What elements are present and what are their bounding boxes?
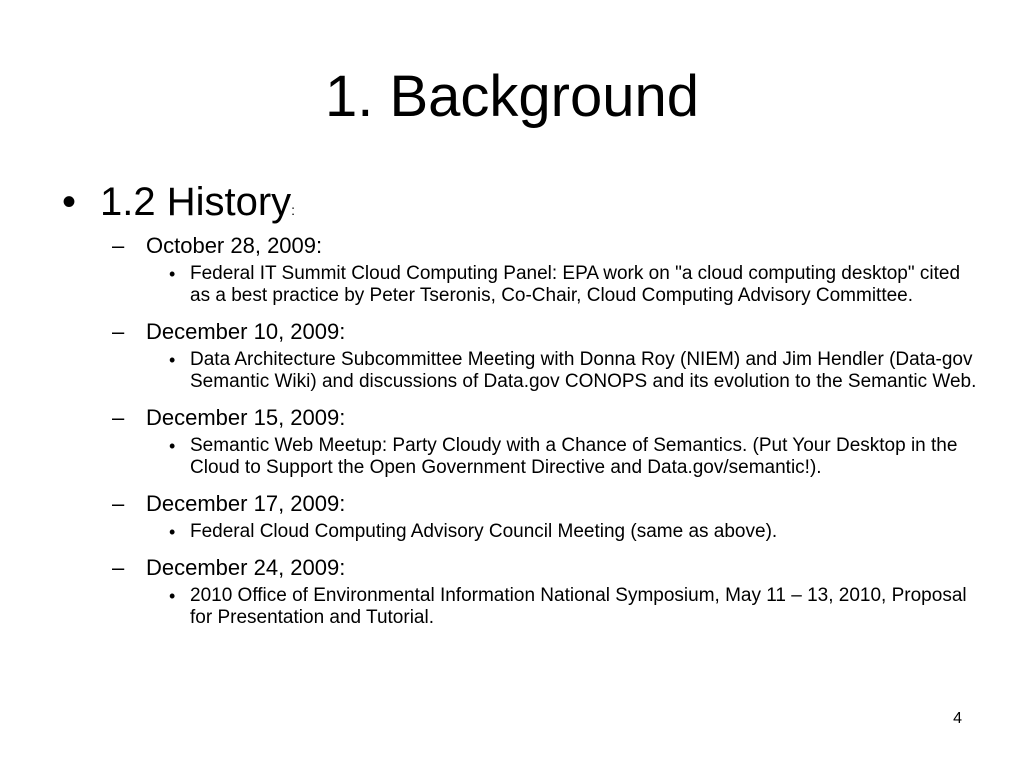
page-number: 4 bbox=[953, 710, 962, 727]
entry-detail bbox=[156, 521, 985, 549]
entry-dash: – bbox=[112, 233, 125, 258]
timeline-entry-dec-17 bbox=[112, 487, 982, 549]
entry-detail bbox=[156, 435, 985, 485]
detail-text: Federal IT Summit Cloud Computing Panel: EPA work on "a cloud computing desktop" cited as a best practice by Peter Tseronis, Co-Chair, Cloud Computing Advisory Committee. bbox=[190, 263, 961, 306]
timeline-entry-dec-15 bbox=[112, 401, 982, 485]
slide-title: 1. Background bbox=[324, 64, 700, 129]
detail-bullet: • bbox=[169, 522, 176, 542]
entry-dash: – bbox=[112, 491, 125, 516]
detail-bullet: • bbox=[169, 350, 176, 370]
entry-dash: – bbox=[112, 405, 125, 430]
timeline-entry-dec-24 bbox=[112, 551, 982, 635]
history-bullet: • bbox=[62, 180, 77, 224]
entry-date: December 15, 2009: bbox=[146, 405, 346, 430]
detail-text: Federal Cloud Computing Advisory Council Meeting (same as above). bbox=[190, 521, 778, 542]
timeline-entry-dec-10 bbox=[112, 315, 982, 399]
entry-date: December 10, 2009: bbox=[146, 319, 346, 344]
history-colon: : bbox=[291, 202, 296, 218]
entry-detail bbox=[156, 349, 985, 399]
detail-text: Semantic Web Meetup: Party Cloudy with a Chance of Semantics. (Put Your Desktop in the Cloud to Support the Open Government Directive and Data.gov/semantic!). bbox=[190, 435, 958, 478]
history-label: 1.2 History bbox=[100, 180, 292, 224]
entry-dash: – bbox=[112, 319, 125, 344]
detail-text: 2010 Office of Environmental Information National Symposium, May 11 – 13, 2010, Proposal for Presentation and Tutorial. bbox=[190, 585, 967, 628]
entry-dash: – bbox=[112, 555, 125, 580]
detail-bullet: • bbox=[169, 586, 176, 606]
history-heading bbox=[62, 176, 295, 236]
entry-date: October 28, 2009: bbox=[146, 233, 323, 258]
entry-detail bbox=[156, 585, 985, 635]
timeline-entry-oct-28 bbox=[112, 229, 982, 313]
history-timeline bbox=[112, 229, 982, 635]
entry-date: December 24, 2009: bbox=[146, 555, 346, 580]
entry-date: December 17, 2009: bbox=[146, 491, 346, 516]
detail-bullet: • bbox=[169, 264, 176, 284]
detail-text: Data Architecture Subcommittee Meeting with Donna Roy (NIEM) and Jim Hendler (Data-gov Semantic Wiki) and discussions of Data.gov CONOPS and its evolution to the Semantic Web. bbox=[190, 349, 977, 392]
entry-detail bbox=[156, 263, 985, 313]
detail-bullet: • bbox=[169, 436, 176, 456]
